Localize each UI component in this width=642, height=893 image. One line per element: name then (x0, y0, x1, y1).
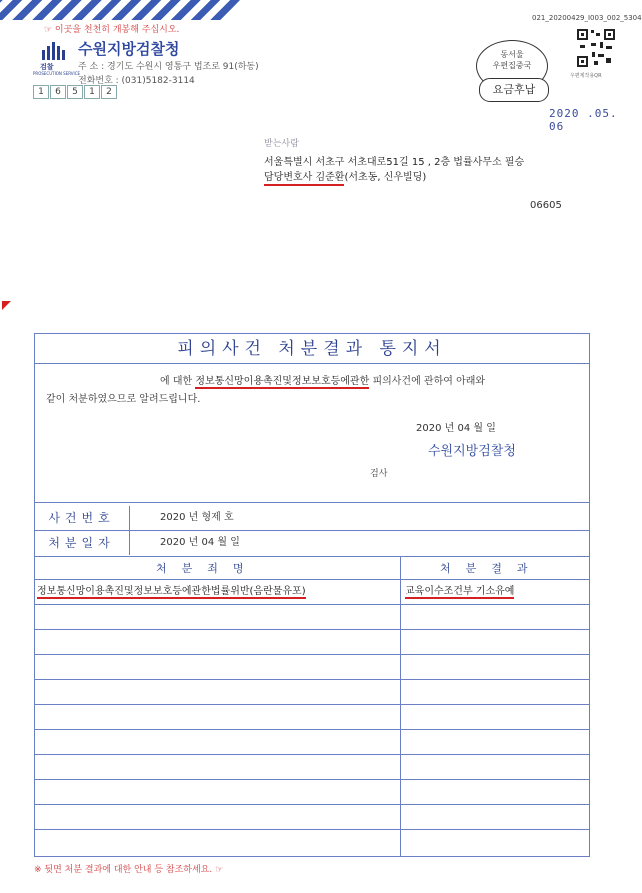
disposal-date-value: 2020 년 04 월 일 (160, 537, 240, 548)
col-header-result: 처분결과 (440, 562, 543, 575)
mail-date: 2020 .05. 06 (549, 107, 618, 133)
open-notice: ☞ 이곳을 천천히 개봉해 주십시오. (44, 25, 180, 35)
logo-text: 검찰 (40, 63, 54, 71)
charge-name: 정보통신망이용촉진및정보보호등에관한법률위반(음란물유포) (37, 582, 306, 599)
notice-body-line1 (160, 372, 485, 387)
airmail-stripe (0, 0, 240, 20)
postage-badge: 요금후납 (479, 78, 549, 102)
zip-digit: 1 (84, 85, 100, 99)
disposal-result: 교육이수조건부 기소유예 (405, 582, 514, 599)
footer-note: ※ 뒷면 처분 결과에 대한 안내 등 참조하세요. ☞ (34, 865, 224, 875)
sender-zip (33, 85, 118, 99)
fold-mark (2, 301, 11, 310)
sender-org: 수원지방검찰청 (78, 40, 180, 58)
zip-digit: 6 (50, 85, 66, 99)
qr-label: 우편제작용QR (570, 73, 602, 79)
logo-subtext: PROSECUTION SERVICE (33, 71, 81, 76)
recipient-building: (서초동, 신우빌딩) (344, 172, 427, 183)
prosecutor-office: 수원지방검찰청 (428, 444, 516, 459)
recipient-zip: 06605 (530, 200, 562, 211)
section-divider (34, 502, 590, 503)
sender-phone: 전화번호 : (031)5182-3114 (78, 76, 195, 86)
disposal-date-label: 처분일자 (34, 531, 130, 555)
col-header-charge: 처분죄명 (156, 562, 259, 575)
column-divider (400, 556, 401, 857)
qr-code-icon (576, 28, 616, 68)
stamp-line2: 우편집중국 (492, 61, 532, 70)
table-row-line (34, 754, 590, 755)
table-row-line (34, 829, 590, 830)
zip-digit: 1 (33, 85, 49, 99)
prosecutor-title: 검사 (370, 469, 388, 479)
case-number-label: 사건번호 (34, 506, 130, 530)
body-suffix: 피의사건에 관하여 아래와 (372, 376, 486, 387)
table-row-line (34, 604, 590, 605)
case-number-value: 2020 년 형제 호 (160, 512, 234, 523)
notice-title: 피의사건 처분결과 통지서 (34, 334, 590, 364)
body-prefix: 에 대한 (160, 376, 193, 387)
row-divider (34, 579, 590, 580)
zip-digit: 5 (67, 85, 83, 99)
notice-date: 2020 년 04 월 일 (416, 423, 496, 434)
stamp-line1: 동서울 (500, 50, 524, 59)
recipient-lawyer-line (264, 168, 426, 183)
recipient-address: 서울특별시 서초구 서초대로51길 15 , 2층 법률사무소 필승 (264, 157, 525, 168)
zip-digit: 2 (101, 85, 117, 99)
document-number: 021_20200429_I003_002_5304 (532, 14, 642, 22)
table-row-line (34, 704, 590, 705)
recipient-label: 받는사람 (264, 139, 299, 149)
table-row-line (34, 779, 590, 780)
notice-body-line2: 같이 처분하였으므로 알려드립니다. (46, 394, 201, 405)
prosecution-logo-icon (42, 40, 66, 60)
table-row-line (34, 679, 590, 680)
table-row-line (34, 804, 590, 805)
body-case-name: 정보통신망이용촉진및정보보호등에관한 (195, 376, 370, 387)
recipient-lawyer: 담당변호사 김준환 (264, 172, 344, 186)
table-row-line (34, 629, 590, 630)
sender-address: 주 소 : 경기도 수원시 영통구 법조로 91(하동) (78, 62, 259, 72)
table-row-line (34, 729, 590, 730)
table-row-line (34, 654, 590, 655)
